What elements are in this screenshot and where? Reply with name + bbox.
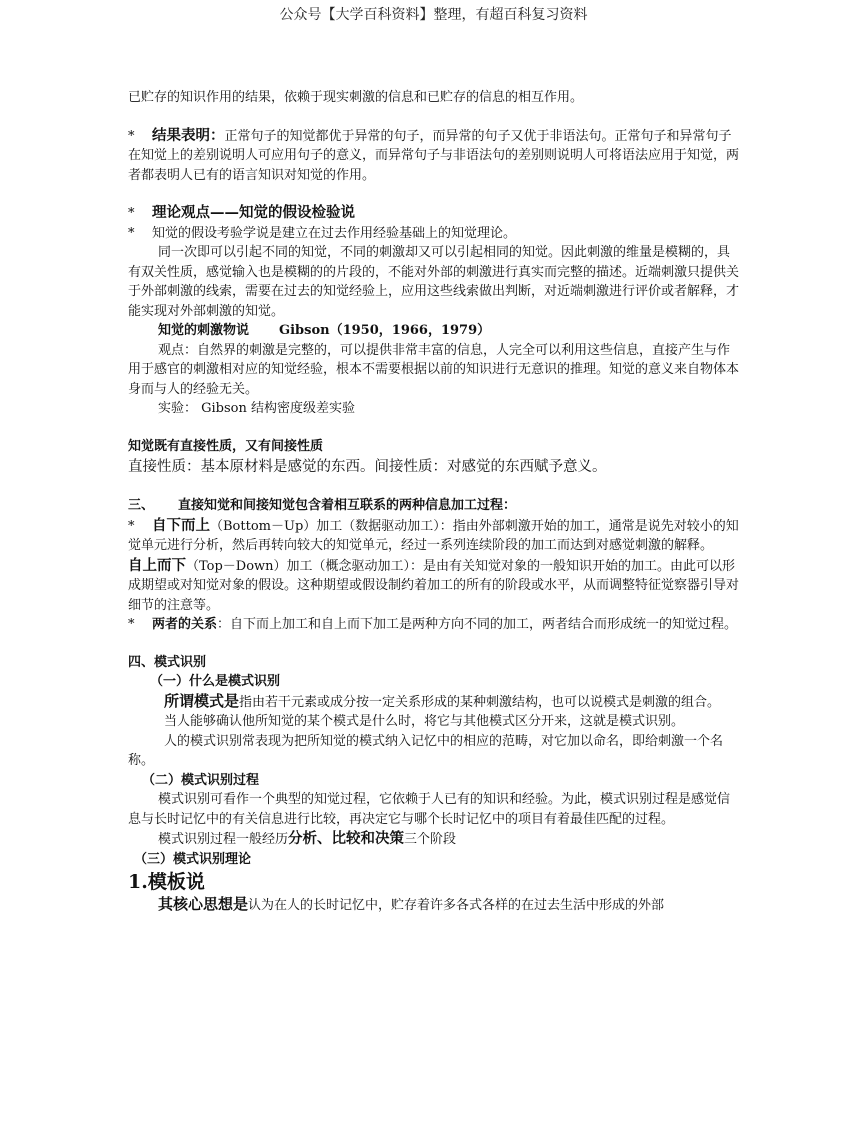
bullet-star: * — [128, 617, 135, 632]
hypothesis-text: 知觉的假设考验学说是建立在过去作用经验基础上的知觉理论。 — [152, 225, 517, 241]
gibson-experiment: 实验： Gibson 结构密度级差实验 — [158, 401, 355, 416]
stages-pre: 模式识别过程一般经历 — [158, 832, 289, 847]
subsection-what-is-pattern: （一）什么是模式识别 — [150, 674, 281, 689]
gibson-name: Gibson（1950，1966，1979） — [279, 323, 491, 338]
section4-heading: 四、模式识别 — [128, 654, 207, 670]
template-heading: 1.模板说 — [128, 871, 205, 893]
pattern-title: 所谓模式是 — [164, 691, 240, 710]
relation-paragraph — [128, 615, 742, 635]
relation-title: 两者的关系 — [152, 617, 218, 632]
bullet-star: * — [128, 206, 135, 221]
section3-title: 直接知觉和间接知觉包含着相互联系的两种信息加工过程： — [178, 498, 517, 513]
bottomup-text: （Bottom－Up）加工（数据驱动加工）：指由外部刺激开始的加工，通常是说先对较小的知觉单元进行分析，然后再转向较大的知觉单元，经过一系列连续阶段的加工而达到对感觉刺激的解释。 — [128, 518, 739, 553]
core-text: 认为在人的长时记忆中，贮存着许多各式各样的在过去生活中形成的外部 — [248, 898, 665, 913]
recognition-naming: 人的模式识别常表现为把所知觉的模式纳入记忆中的相应的范畴，对它加以命名，即给刺激一个名称。 — [128, 733, 724, 768]
pattern-definition — [128, 692, 742, 713]
stages-post: 三个阶段 — [404, 832, 457, 847]
stages-paragraph — [128, 829, 742, 850]
direct-title: 知觉既有直接性质，又有间接性质 — [128, 438, 324, 454]
result-title: 结果表明： — [152, 126, 225, 144]
page-header: 公众号【大学百科资料】整理，有超百科复习资料 — [279, 7, 588, 23]
bullet-star: * — [128, 225, 135, 241]
pattern-text: 指由若干元素或成分按一定关系形成的某种刺激结构，也可以说模式是刺激的组合。 — [239, 694, 721, 710]
direct-text: 直接性质：基本原材料是感觉的东西。间接性质：对感觉的东西赋予意义。 — [128, 459, 607, 475]
process-paragraph: 模式识别可看作一个典型的知觉过程，它依赖于人已有的知识和经验。为此，模式识别过程是感觉信息与长时记忆中的有关信息进行比较，再决定它与哪个长时记忆中的项目有着最佳匹配的过程。 — [128, 792, 731, 827]
document-body — [128, 88, 742, 916]
topdown-text: （Top－Down）加工（概念驱动加工）：是由有关知觉对象的一般知识开始的加工。由此可以形成期望或对知觉对象的假设。这种期望或假设制约着加工的所有的阶段或水平，从而调整特征觉察器引导对细节的注意等。 — [128, 558, 740, 613]
theory-heading — [128, 203, 742, 224]
result-paragraph — [128, 126, 742, 186]
hypothesis-detail: 同一次即可以引起不同的知觉，不同的刺激却又可以引起相同的知觉。因此刺激的维量是模糊的，具有双关性质，感觉输入也是模糊的的片段的，不能对外部的刺激进行真实而完整的描述。近端刺激只提供关于外部刺激的线索，需要在过去的知觉经验上，应用这些线索做出判断，对近端刺激进行评价或者解释，才能实现对外部刺激的知觉。 — [128, 245, 740, 319]
core-paragraph — [128, 895, 742, 916]
bottomup-title: 自下而上 — [152, 516, 210, 534]
section3-number: 三、 — [128, 498, 155, 513]
gibson-view: 观点：自然界的刺激是完整的，可以提供非常丰富的信息，人完全可以利用这些信息，直接产生与作用于感官的刺激相对应的知觉经验，根本不需要根据以前的知识进行无意识的推理。知觉的意义来自物体本身而与人的经验无关。 — [128, 342, 740, 397]
hypothesis-paragraph — [128, 224, 742, 244]
stages-bold: 分析、比较和决策 — [288, 830, 405, 847]
theory-title: 理论观点——知觉的假设检验说 — [152, 204, 355, 221]
bullet-star: * — [128, 518, 135, 534]
paragraph-intro: 已贮存的知识作用的结果，依赖于现实刺激的信息和已贮存的信息的相互作用。 — [128, 90, 584, 105]
bullet-star: * — [128, 128, 135, 144]
section3-heading — [128, 496, 742, 516]
recognition-paragraph: 当人能够确认他所知觉的某个模式是什么时，将它与其他模式区分开来，这就是模式识别。 — [164, 714, 685, 729]
gibson-heading — [128, 321, 742, 341]
subsection-process: （二）模式识别过程 — [142, 772, 260, 788]
bottomup-paragraph — [128, 516, 742, 556]
result-text: 正常句子的知觉都优于异常的句子，而异常的句子又优于非语法句。正常句子和异常句子在知觉上的差别说明人可应用句子的意义，而异常句子与非语法句的差别则说明人可将语法应用于知觉，两者都表明人已有的语言知识对知觉的作用。 — [128, 128, 740, 183]
subsection-theory: （三）模式识别理论 — [134, 851, 252, 867]
core-title: 其核心思想是 — [158, 895, 249, 913]
topdown-title: 自上而下 — [128, 556, 186, 574]
relation-text: ：自下而上加工和自上而下加工是两种方向不同的加工，两者结合而形成统一的知觉过程。 — [217, 617, 738, 632]
topdown-paragraph — [128, 556, 742, 616]
gibson-title: 知觉的刺激物说 — [158, 323, 250, 338]
